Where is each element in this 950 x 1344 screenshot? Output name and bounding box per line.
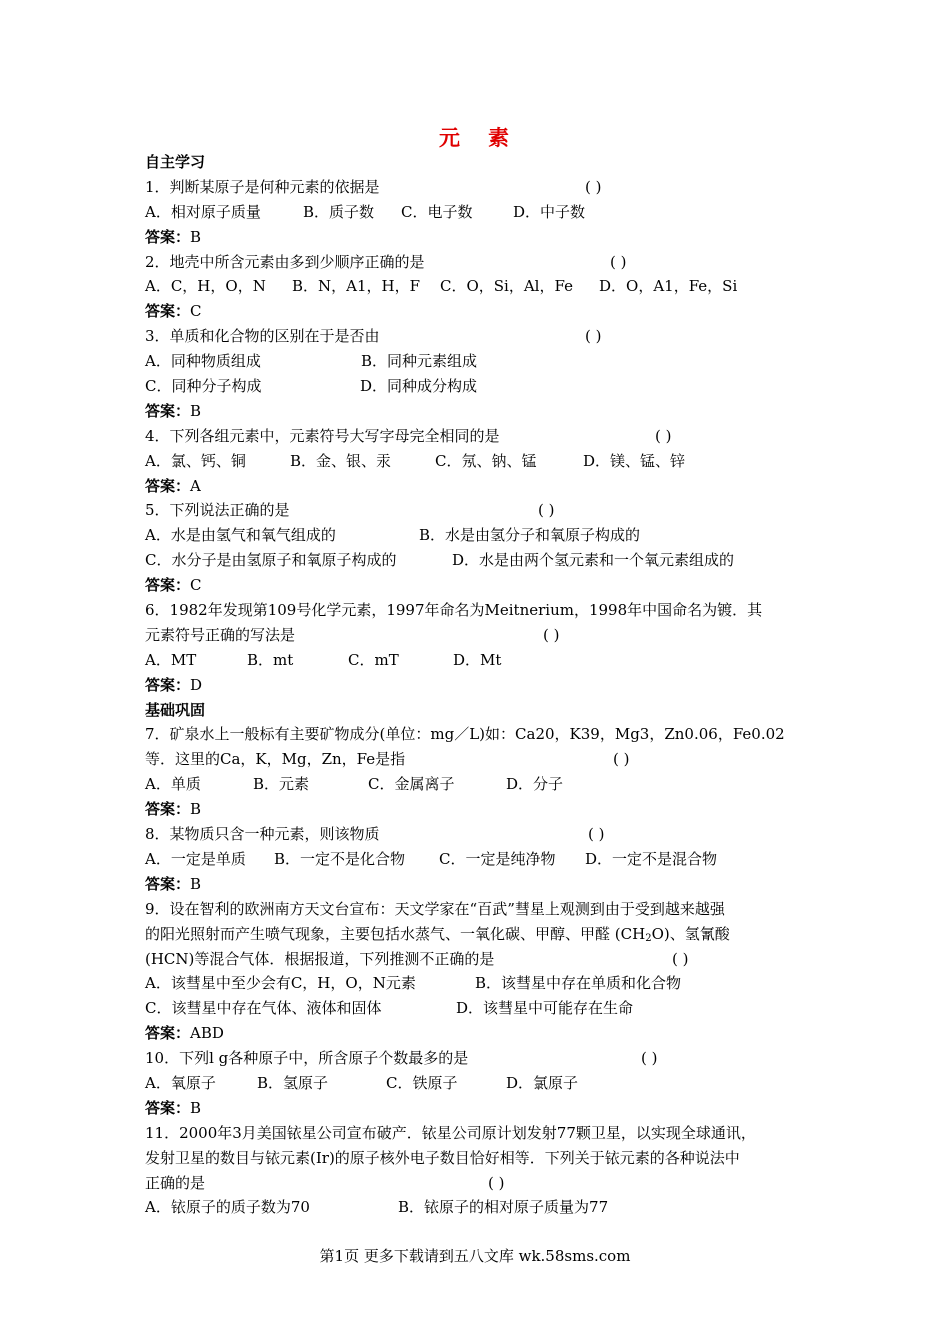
stem-text: 6．1982年发现第109号化学元素，1997年命名为Meitnerium，1998年中国命名为镀．其: [145, 601, 763, 620]
page-footer: 第1页 更多下载请到五八文库 wk.58sms.com: [319, 1247, 631, 1265]
option: C．电子数: [401, 202, 473, 221]
option: D．水是由两个氢元素和一个氧元素组成的: [452, 551, 735, 570]
option-row: [145, 847, 835, 872]
stem-text: 元素符号正确的写法是: [145, 625, 296, 644]
option: A．同种物质组成: [145, 352, 261, 371]
option: D．分子: [506, 775, 564, 794]
option: A．氧原子: [145, 1073, 216, 1092]
option-row: [145, 274, 835, 299]
stem-text: O)、氢氰酸: [651, 924, 730, 943]
answer-value: D: [190, 675, 203, 694]
question-stem: [145, 1046, 835, 1071]
question-stem: [145, 747, 835, 772]
option: B．水是由氢分子和氧原子构成的: [419, 526, 641, 545]
answer-blank: ( ): [538, 501, 555, 520]
question-stem: [145, 1171, 835, 1196]
option: C．同种分子构成: [145, 377, 262, 396]
option: C．氖、钠、锰: [435, 451, 537, 470]
stem-text: 1．判断某原子是何种元素的依据是: [145, 177, 380, 196]
answer-line: [145, 474, 835, 499]
option: B．铱原子的相对原子质量为77: [398, 1198, 609, 1217]
answer-label: 答案：: [145, 401, 191, 420]
option: C．金属离子: [368, 775, 455, 794]
question-stem: [145, 424, 835, 449]
stem-text: 等．这里的Ca，K，Mg，Zn，Fe是指: [145, 750, 406, 769]
option: D．镁、锰、锌: [583, 451, 686, 470]
question-stem: [145, 922, 835, 947]
subscript: 2: [645, 932, 652, 944]
answer-blank: ( ): [613, 750, 630, 769]
answer-value: B: [190, 227, 202, 246]
answer-blank: ( ): [585, 177, 602, 196]
answer-value: B: [190, 1098, 202, 1117]
stem-text: 3．单质和化合物的区别在于是否由: [145, 327, 380, 346]
answer-line: [145, 673, 835, 698]
stem-text: 发射卫星的数目与铱元素(Ir)的原子核外电子数目恰好相等．下列关于铱元素的各种说法中: [145, 1148, 740, 1167]
option: A．相对原子质量: [145, 202, 261, 221]
option: A．该彗星中至少会有C，H，O，N元素: [145, 974, 416, 993]
stem-text: 2．地壳中所含元素由多到少顺序正确的是: [145, 252, 425, 271]
answer-blank: ( ): [488, 1173, 505, 1192]
stem-text: 的阳光照射而产生喷气现象，主要包括水蒸气、一氧化碳、甲醇、甲醛 (CH: [145, 924, 646, 943]
option: B．氢原子: [257, 1073, 329, 1092]
answer-line: [145, 872, 835, 897]
answer-value: B: [190, 401, 202, 420]
answer-label: 答案：: [145, 476, 191, 495]
question-stem: [145, 324, 835, 349]
question-stem: [145, 1121, 835, 1146]
answer-line: [145, 299, 835, 324]
option-row: [145, 523, 835, 548]
option-row: [145, 349, 835, 374]
answer-blank: ( ): [543, 625, 560, 644]
option: B．N，A1，H，F: [292, 277, 421, 296]
stem-text: 11．2000年3月美国铱星公司宣布破产．铱星公司原计划发射77颗卫星，以实现全球通讯，: [145, 1123, 756, 1142]
answer-blank: ( ): [641, 1049, 658, 1068]
option: B．同种元素组成: [361, 352, 478, 371]
answer-label: 答案：: [145, 302, 191, 321]
option: C．mT: [348, 650, 399, 669]
answer-blank: ( ): [610, 252, 627, 271]
option: B．质子数: [303, 202, 375, 221]
option: C．O，Si，Al，Fe: [440, 277, 573, 296]
answer-line: [145, 797, 835, 822]
section-heading: 基础巩固: [145, 700, 206, 719]
option: A．单质: [145, 775, 201, 794]
stem-text: 7．矿泉水上一般标有主要矿物成分(单位：mg／L)如：Ca20，K39，Mg3，Zn0.06，Fe0.02: [145, 725, 785, 744]
option-row: [145, 648, 835, 673]
answer-label: 答案：: [145, 874, 191, 893]
option-row: [145, 1071, 835, 1096]
option: B．该彗星中存在单质和化合物: [475, 974, 682, 993]
option-row: [145, 1195, 835, 1220]
option: B．金、银、汞: [290, 451, 392, 470]
answer-blank: ( ): [585, 327, 602, 346]
answer-label: 答案：: [145, 227, 191, 246]
option-row: [145, 449, 835, 474]
answer-value: B: [190, 800, 202, 819]
question-stem: [145, 947, 835, 972]
answer-label: 答案：: [145, 800, 191, 819]
question-stem: [145, 822, 835, 847]
option: A．MT: [145, 650, 197, 669]
question-stem: [145, 722, 835, 747]
question-stem: [145, 1146, 835, 1171]
option: B．一定不是化合物: [274, 849, 406, 868]
question-stem: [145, 498, 835, 523]
answer-line: [145, 399, 835, 424]
option-row: [145, 996, 835, 1021]
option: A．一定是单质: [145, 849, 246, 868]
option: A．水是由氢气和氧气组成的: [145, 526, 336, 545]
answer-line: [145, 225, 835, 250]
answer-label: 答案：: [145, 1098, 191, 1117]
page-title: [0, 122, 950, 152]
answer-value: C: [190, 576, 202, 595]
option: C．该彗星中存在气体、液体和固体: [145, 999, 382, 1018]
stem-text: 4．下列各组元素中，元素符号大写字母完全相同的是: [145, 426, 500, 445]
answer-value: ABD: [190, 1024, 224, 1043]
answer-label: 答案：: [145, 675, 191, 694]
option: B．元素: [253, 775, 310, 794]
option-row: [145, 374, 835, 399]
option-row: [145, 548, 835, 573]
option: D．同种成分构成: [360, 377, 478, 396]
answer-line: [145, 573, 835, 598]
option: C．水分子是由氢原子和氧原子构成的: [145, 551, 397, 570]
option: A．C，H，O，N: [145, 277, 266, 296]
option: D．一定不是混合物: [585, 849, 718, 868]
stem-text: (HCN)等混合气体．根据报道，下列推测不正确的是: [145, 949, 495, 968]
answer-value: A: [190, 476, 201, 495]
option: D．中子数: [513, 202, 586, 221]
option-row: [145, 200, 835, 225]
question-stem: [145, 598, 835, 623]
option: A．铱原子的质子数为70: [145, 1198, 310, 1217]
option: C．一定是纯净物: [439, 849, 556, 868]
option: C．铁原子: [386, 1073, 458, 1092]
answer-line: [145, 1021, 835, 1046]
option-row: [145, 772, 835, 797]
question-stem: [145, 175, 835, 200]
question-stem: [145, 250, 835, 275]
option: D．该彗星中可能存在生命: [456, 999, 634, 1018]
stem-text: 5．下列说法正确的是: [145, 501, 290, 520]
section-heading: 自主学习: [145, 153, 206, 171]
option: D．氯原子: [506, 1073, 579, 1092]
answer-line: [145, 1096, 835, 1121]
question-stem: [145, 897, 835, 922]
option: D．Mt: [453, 650, 502, 669]
question-list: [145, 150, 835, 1220]
answer-label: 答案：: [145, 576, 191, 595]
option: A．氯、钙、铜: [145, 451, 246, 470]
stem-text: 9．设在智利的欧洲南方天文台宣布：天文学家在“百武”彗星上观测到由于受到越来越强: [145, 899, 725, 918]
answer-blank: ( ): [588, 825, 605, 844]
answer-value: B: [190, 874, 202, 893]
stem-text: 正确的是: [145, 1173, 206, 1192]
option-row: [145, 971, 835, 996]
answer-blank: ( ): [672, 949, 689, 968]
option: D．O，A1，Fe，Si: [599, 277, 738, 296]
stem-text: 8．某物质只含一种元素，则该物质: [145, 825, 380, 844]
option: B．mt: [247, 650, 294, 669]
title-char-2: 素: [488, 125, 511, 150]
answer-value: C: [190, 302, 202, 321]
stem-text: 10．下列l g各种原子中，所含原子个数最多的是: [145, 1049, 469, 1068]
question-stem: [145, 623, 835, 648]
title-char-1: 元: [439, 125, 462, 150]
answer-label: 答案：: [145, 1024, 191, 1043]
answer-blank: ( ): [655, 426, 672, 445]
